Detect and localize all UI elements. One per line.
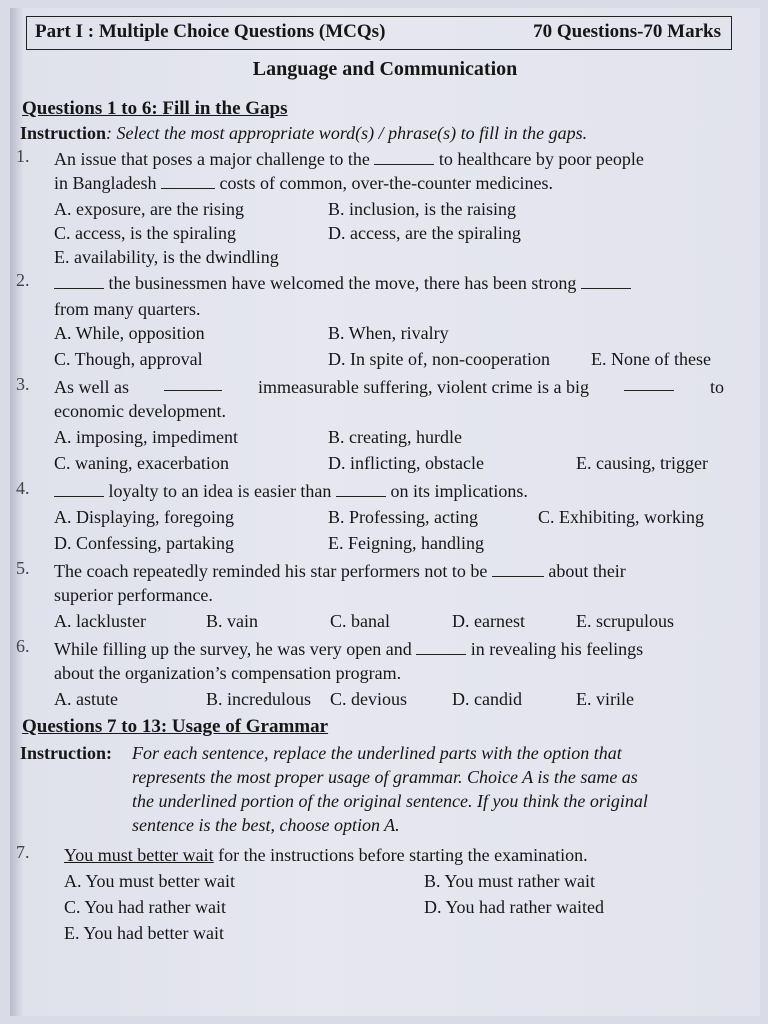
- q1-text: An issue that poses a major challenge to the: [54, 149, 370, 169]
- option[interactable]: C. Exhibiting, working: [538, 507, 704, 527]
- q5-text: The coach repeatedly reminded his star performers not to be: [54, 561, 488, 581]
- option[interactable]: A. While, opposition: [54, 323, 205, 343]
- q1-line2: [54, 172, 553, 194]
- option[interactable]: B. creating, hurdle: [328, 427, 462, 447]
- blank: [492, 562, 544, 577]
- option[interactable]: B. vain: [206, 611, 258, 631]
- part-title: Part I : Multiple Choice Questions (MCQs): [35, 21, 386, 42]
- option[interactable]: B. Professing, acting: [328, 507, 478, 527]
- blank: [581, 274, 631, 289]
- q1-line1: [54, 148, 644, 170]
- blank: [416, 640, 466, 655]
- option[interactable]: B. You must rather wait: [424, 871, 595, 891]
- q3-text: to: [709, 377, 724, 397]
- q3-line2: economic development.: [54, 401, 226, 421]
- option[interactable]: C. banal: [330, 611, 390, 631]
- q4-text: loyalty to an idea is easier than: [108, 481, 332, 501]
- blank: [624, 376, 674, 391]
- question-number: 1.: [16, 146, 30, 166]
- question-number: 2.: [16, 270, 30, 290]
- option[interactable]: B. inclusion, is the raising: [328, 199, 516, 219]
- q2-line1: [54, 272, 631, 294]
- option[interactable]: E. scrupulous: [576, 611, 674, 631]
- marks-label: 70 Questions-70 Marks: [533, 21, 721, 42]
- gaps-heading: Questions 1 to 6: Fill in the Gaps: [22, 98, 288, 119]
- option[interactable]: E. virile: [576, 689, 634, 709]
- instruction-label: Instruction: [20, 123, 107, 143]
- q6-line1: [54, 638, 643, 660]
- q6-line2: about the organization’s compensation program.: [54, 663, 402, 683]
- question-number: 6.: [16, 636, 30, 656]
- q5-text: about their: [548, 561, 626, 581]
- option[interactable]: D. candid: [452, 689, 522, 709]
- part-header-box: [26, 16, 732, 50]
- q6-text: in revealing his feelings: [470, 639, 644, 659]
- option[interactable]: E. causing, trigger: [576, 453, 708, 473]
- gaps-instruction: [20, 122, 587, 144]
- blank: [54, 482, 104, 497]
- instruction-line: the underlined portion of the original sentence. If you think the original: [132, 791, 648, 811]
- question-number: 5.: [16, 558, 30, 578]
- option[interactable]: D. earnest: [452, 611, 525, 631]
- option[interactable]: A. You must better wait: [64, 871, 235, 891]
- blank: [336, 482, 386, 497]
- option[interactable]: B. incredulous: [206, 689, 311, 709]
- q1-text: costs of common, over-the-counter medicines.: [219, 173, 554, 193]
- option[interactable]: A. astute: [54, 689, 118, 709]
- q2-text: the businessmen have welcomed the move, there has been strong: [108, 273, 577, 293]
- instruction-line: For each sentence, replace the underlined parts with the option that: [132, 743, 622, 763]
- q5-line1: [54, 560, 626, 582]
- option[interactable]: D. You had rather waited: [424, 897, 604, 917]
- option[interactable]: A. Displaying, foregoing: [54, 507, 234, 527]
- q1-text: in Bangladesh: [54, 173, 157, 193]
- question-number: 3.: [16, 374, 30, 394]
- option[interactable]: A. exposure, are the rising: [54, 199, 244, 219]
- blank: [374, 150, 434, 165]
- underlined-phrase: You must better wait: [64, 845, 214, 865]
- option[interactable]: D. access, are the spiraling: [328, 223, 521, 243]
- q2-line2: from many quarters.: [54, 299, 201, 319]
- q3-text: As well as: [54, 377, 129, 397]
- q1-text: to healthcare by poor people: [438, 149, 644, 169]
- option[interactable]: E. Feigning, handling: [328, 533, 484, 553]
- option[interactable]: A. lackluster: [54, 611, 146, 631]
- option[interactable]: A. imposing, impediment: [54, 427, 238, 447]
- option[interactable]: E. availability, is the dwindling: [54, 247, 279, 267]
- instruction-label: Instruction:: [20, 743, 113, 763]
- blank: [161, 174, 215, 189]
- question-number: 7.: [16, 842, 30, 862]
- question-number: 4.: [16, 478, 30, 498]
- option[interactable]: E. You had better wait: [64, 923, 224, 943]
- option[interactable]: C. Though, approval: [54, 349, 203, 369]
- option[interactable]: D. inflicting, obstacle: [328, 453, 484, 473]
- instruction-line: represents the most proper usage of grammar. Choice A is the same as: [132, 767, 638, 787]
- q4-line1: [54, 480, 528, 502]
- option[interactable]: E. None of these: [591, 349, 711, 369]
- option[interactable]: B. When, rivalry: [328, 323, 449, 343]
- option[interactable]: D. Confessing, partaking: [54, 533, 234, 553]
- blank: [54, 274, 104, 289]
- q5-line2: superior performance.: [54, 585, 213, 605]
- option[interactable]: C. You had rather wait: [64, 897, 226, 917]
- blank: [164, 376, 222, 391]
- grammar-heading: Questions 7 to 13: Usage of Grammar: [22, 716, 329, 737]
- exam-page: [10, 8, 760, 1016]
- option[interactable]: C. access, is the spiraling: [54, 223, 236, 243]
- q6-text: While filling up the survey, he was very open and: [54, 639, 412, 659]
- q3-text: immeasurable suffering, violent crime is a big: [257, 377, 590, 397]
- section-title: Language and Communication: [252, 58, 518, 80]
- q4-text: on its implications.: [390, 481, 528, 501]
- option[interactable]: D. In spite of, non-cooperation: [328, 349, 550, 369]
- instruction-line: sentence is the best, choose option A.: [132, 815, 400, 835]
- option[interactable]: C. devious: [330, 689, 408, 709]
- option[interactable]: C. waning, exacerbation: [54, 453, 229, 473]
- instruction-text: : Select the most appropriate word(s) / phrase(s) to fill in the gaps.: [106, 123, 588, 143]
- q7-text: for the instructions before starting the examination.: [218, 845, 588, 865]
- q3-line1: [54, 376, 724, 398]
- q7-line1: [64, 844, 588, 866]
